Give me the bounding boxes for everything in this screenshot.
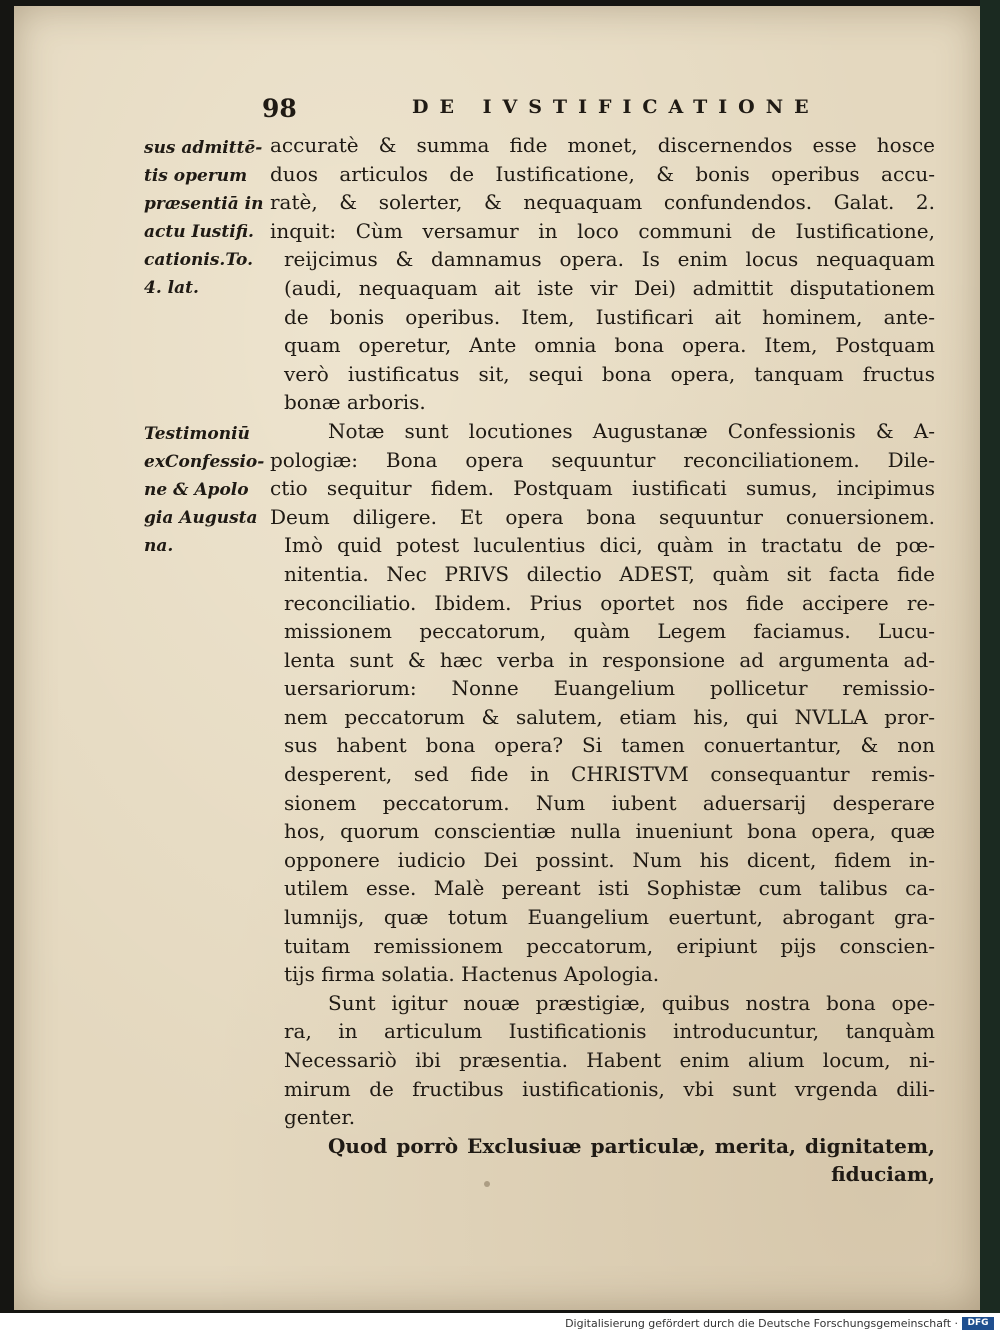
margin-note-line: præsentiā in <box>144 194 264 214</box>
text-line: reijcimus & damnamus opera. Is enim locus nequaquam <box>284 247 935 272</box>
margin-note-line: sus admittē- <box>144 138 263 158</box>
text-line: Sunt igitur nouæ præstigiæ, quibus nostra bona ope- <box>328 990 935 1015</box>
footer-credit: Digitalisierung gefördert durch die Deutsche Forschungsgemeinschaft · <box>565 1317 958 1330</box>
text-line: utilem esse. Malè pereant isti Sophistæ cum talibus ca- <box>284 876 935 901</box>
text-line: Quod porrò Exclusiuæ particulæ, merita, dignitatem, <box>328 1133 935 1158</box>
text-line: bonæ arboris. <box>284 390 426 415</box>
running-title: DE IVSTIFICATIONE <box>412 96 820 118</box>
text-line: (audi, nequaquam ait iste vir Dei) admittit disputationem <box>284 275 935 300</box>
margin-note-line: na. <box>144 536 174 556</box>
text-line: Necessariò ibi præsentia. Habent enim alium locum, ni- <box>284 1048 935 1072</box>
text-line: opponere iudicio Dei possint. Num his dicent, fidem in- <box>284 847 935 872</box>
text-line: reconciliatio. Ibidem. Prius oportet nos fide accipere re- <box>284 590 935 615</box>
text-line: sionem peccatorum. Num iubent aduersarij desperare <box>284 790 935 815</box>
text-line: tuitam remissionem peccatorum, eripiunt pijs conscien- <box>284 933 935 958</box>
body-text <box>270 131 935 1189</box>
text-line: de bonis operibus. Item, Iustificari ait hominem, ante- <box>284 304 935 329</box>
margin-note-scripture <box>144 134 264 302</box>
book-page <box>14 6 980 1310</box>
margin-note-line: gia Augusta <box>144 508 258 528</box>
text-line: hos, quorum conscientiæ nulla inueniunt bona opera, quæ <box>284 819 935 844</box>
text-line: ratè, & solerter, & nequaquam confundendos. Galat. 2. <box>270 190 935 215</box>
binding-cloth-edge <box>980 0 1000 1313</box>
text-line: quam operetur, Ante omnia bona opera. Item, Postquam <box>284 333 935 358</box>
margin-note-line: exConfessio- <box>144 452 265 472</box>
margin-note-line: Testimoniū <box>144 424 250 444</box>
text-line: missionem peccatorum, quàm Legem faciamus. Lucu- <box>284 619 935 644</box>
paper-speck <box>484 1181 490 1187</box>
text-line: nem peccatorum & salutem, etiam his, qui NVLLA pror- <box>284 704 935 729</box>
page-number: 98 <box>262 94 297 123</box>
text-line: lumnijs, quæ totum Euangelium euertunt, abrogant gra- <box>284 905 935 930</box>
text-line: inquit: Cùm versamur in loco communi de Iustificatione, <box>270 218 935 243</box>
margin-note-line: actu Iustifi. <box>144 222 254 242</box>
text-line: ctio sequitur fidem. Postquam iustificati sumus, incipimus <box>270 476 935 501</box>
digitization-footer <box>0 1313 1000 1335</box>
text-line: ra, in articulum Iustificationis introducuntur, tanquàm <box>284 1019 935 1044</box>
text-line: pologiæ: Bona opera sequuntur reconciliationem. Dile- <box>270 447 935 472</box>
margin-note-line: tis operum <box>144 166 248 186</box>
text-line: duos articulos de Iustificatione, & bonis operibus accu- <box>270 161 935 186</box>
text-line: lenta sunt & hæc verba in responsione ad argumenta ad- <box>284 647 935 672</box>
margin-note-testimony <box>144 420 264 560</box>
text-line: sus habent bona opera? Si tamen conuertantur, & non <box>284 733 935 758</box>
margin-note-line: cationis.To. <box>144 250 253 270</box>
text-line: Imò quid potest luculentius dici, quàm in tractatu de pœ- <box>284 533 935 558</box>
text-line: tijs firma solatia. Hactenus Apologia. <box>284 962 660 987</box>
catchword: fiduciam, <box>831 1162 935 1187</box>
text-line: mirum de fructibus iustificationis, vbi sunt vrgenda dili- <box>284 1076 935 1101</box>
margin-note-line: ne & Apolo <box>144 480 249 500</box>
text-line: verò iustificatus sit, sequi bona opera, tanquam fructus <box>284 361 935 386</box>
text-line: Deum diligere. Et opera bona sequuntur conuersionem. <box>270 504 935 529</box>
text-line: desperent, sed fide in CHRISTVM consequantur remis- <box>284 762 935 787</box>
dfg-logo: DFG <box>962 1317 994 1330</box>
text-line: Notæ sunt locutiones Augustanæ Confessionis & A- <box>328 418 935 443</box>
text-line: uersariorum: Nonne Euangelium pollicetur remissio- <box>284 676 935 701</box>
text-line: nitentia. Nec PRIVS dilectio ADEST, quàm sit facta fide <box>284 561 935 586</box>
text-line: genter. <box>284 1105 356 1130</box>
text-line: accuratè & summa fide monet, discernendos esse hosce <box>270 133 935 157</box>
margin-note-line: 4. lat. <box>144 278 199 298</box>
